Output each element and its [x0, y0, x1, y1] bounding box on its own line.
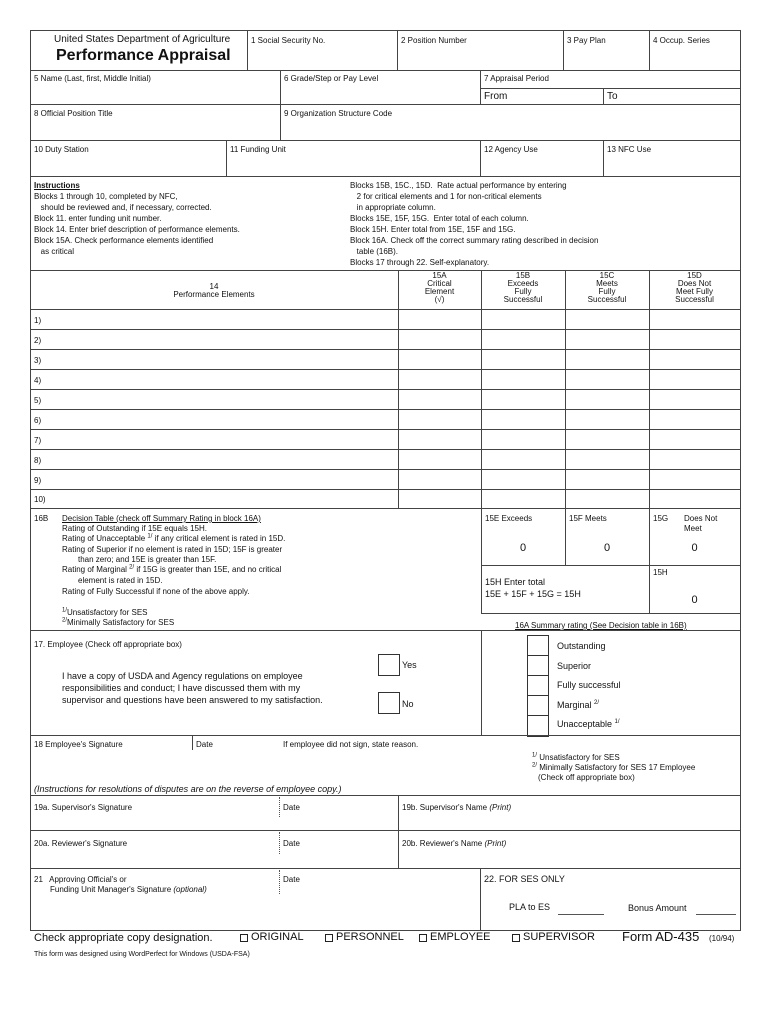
- total-15e-value[interactable]: 0: [519, 542, 527, 554]
- employee-copy-checkbox[interactable]: [419, 934, 427, 942]
- rating-fully-label: Fully successful: [557, 680, 621, 690]
- instr-left-3: Block 11. enter funding unit number.: [34, 214, 162, 223]
- grade-input[interactable]: [284, 86, 476, 102]
- position-number-input[interactable]: [401, 50, 559, 66]
- field-4-label: 4 Occup. Series: [653, 36, 710, 45]
- pla-input[interactable]: [558, 902, 604, 914]
- ses-only-title: 22. FOR SES ONLY: [484, 874, 565, 884]
- field-10-label: 10 Duty Station: [34, 145, 89, 154]
- funding-unit-input[interactable]: [230, 157, 476, 173]
- approving-date-label: Date: [283, 875, 300, 884]
- decision-title: Decision Table (check off Summary Rating in block 16A): [62, 514, 261, 523]
- element-row-8[interactable]: 8): [34, 456, 42, 465]
- personnel-label: PERSONNEL: [336, 931, 404, 943]
- element-row-2[interactable]: 2): [34, 336, 42, 345]
- decision-marginal-2: element is rated in 15D.: [78, 576, 163, 585]
- instr-left-5: Block 15A. Check performance elements identified: [34, 236, 214, 245]
- element-row-5[interactable]: 5): [34, 396, 42, 405]
- name-input[interactable]: [34, 86, 276, 102]
- total-15g-label-3: Meet: [684, 524, 702, 533]
- field-12-label: 12 Agency Use: [484, 145, 538, 154]
- employee-date-label: Date: [196, 740, 213, 749]
- total-15h-label: 15H Enter total: [485, 577, 546, 587]
- ses-footnote-3: (Check off appropriate box): [538, 773, 635, 782]
- supervisor-signature-label: 19a. Supervisor's Signature: [34, 803, 133, 812]
- decision-footnote-1: $^{1/}$Unsatisfactory for SES: [62, 607, 148, 617]
- total-15h-short: 15H: [653, 568, 668, 577]
- field-3-label: 3 Pay Plan: [567, 36, 606, 45]
- pay-plan-input[interactable]: [567, 50, 645, 66]
- instr-right-7: table (16B).: [350, 247, 399, 256]
- field-2-label: 2 Position Number: [401, 36, 467, 45]
- instructions-heading: Instructions: [34, 181, 80, 190]
- instr-left-6: as critical: [34, 247, 75, 256]
- form-number: Form AD-435: [622, 929, 700, 944]
- instr-right-1: Blocks 15B, 15C., 15D. Rate actual performance by entering: [350, 181, 567, 190]
- approving-signature-label-1: 21 Approving Official's or: [34, 875, 127, 884]
- total-15f-value[interactable]: 0: [603, 542, 611, 554]
- employee-copy-label: EMPLOYEE: [430, 931, 491, 943]
- no-checkbox[interactable]: [378, 692, 400, 714]
- decision-label: 16B: [34, 514, 49, 523]
- no-label: No: [402, 699, 414, 709]
- dept-name: United States Department of Agriculture: [54, 34, 231, 45]
- employee-signature-label: 18 Employee's Signature: [34, 740, 123, 749]
- rating-superior-checkbox[interactable]: [527, 655, 549, 677]
- instr-right-6: Block 16A. Check off the correct summary rating described in decision: [350, 236, 599, 245]
- instr-right-8: Blocks 17 through 22. Self-explanatory.: [350, 258, 490, 267]
- reviewer-name-label: 20b. Reviewer's Name (Print): [402, 839, 507, 848]
- bonus-input[interactable]: [696, 902, 736, 914]
- to-label: To: [607, 91, 618, 102]
- rating-marginal-label: Marginal $^{2/}$: [557, 700, 600, 710]
- rating-superior-label: Superior: [557, 661, 592, 671]
- position-title-input[interactable]: [34, 121, 276, 137]
- supervisor-copy-label: SUPERVISOR: [523, 931, 595, 943]
- approving-signature-label-2: Funding Unit Manager's Signature (optional): [50, 885, 207, 894]
- instr-right-4: Blocks 15E, 15F, 15G. Enter total of each column.: [350, 214, 529, 223]
- total-15e-label: 15E Exceeds: [485, 514, 533, 523]
- col-14-title: Performance Elements: [173, 290, 255, 299]
- supervisor-name-label: 19b. Supervisor's Name (Print): [402, 803, 512, 812]
- supervisor-name-input[interactable]: [402, 814, 736, 828]
- element-row-6[interactable]: 6): [34, 416, 42, 425]
- original-checkbox[interactable]: [240, 934, 248, 942]
- instr-right-5: Block 15H. Enter total from 15E, 15F and 15G.: [350, 225, 516, 234]
- element-row-7[interactable]: 7): [34, 436, 42, 445]
- rating-marginal-checkbox[interactable]: [527, 695, 549, 717]
- instr-left-1: Blocks 1 through 10, completed by NFC,: [34, 192, 178, 201]
- total-15g-label-2: Does Not: [684, 514, 718, 523]
- supervisor-date-label: Date: [283, 803, 300, 812]
- agency-use-input[interactable]: [484, 157, 599, 173]
- element-row-1[interactable]: 1): [34, 316, 42, 325]
- col-15d-header: 15D Does Not Meet Fully Successful: [675, 271, 714, 304]
- instr-right-3: in appropriate column.: [350, 203, 436, 212]
- copy-designation-label: Check appropriate copy designation.: [34, 932, 213, 944]
- element-row-10[interactable]: 10): [34, 495, 46, 504]
- employee-statement-1: I have a copy of USDA and Agency regulations on employee: [62, 671, 303, 681]
- duty-station-input[interactable]: [34, 157, 222, 173]
- instr-left-4: Block 14. Enter brief description of performance elements.: [34, 225, 240, 234]
- col-15a-header: 15A Critical Element (√): [424, 271, 455, 304]
- employee-statement-3: supervisor and questions have been answered to my satisfaction.: [62, 695, 323, 705]
- not-sign-reason-input[interactable]: [283, 752, 503, 766]
- period-from-input[interactable]: [512, 90, 600, 103]
- field-6-label: 6 Grade/Step or Pay Level: [284, 74, 379, 83]
- decision-superior-2: than zero; and 15E is greater than 15F.: [78, 555, 217, 564]
- total-15g-label: 15G: [653, 514, 669, 523]
- period-to-input[interactable]: [624, 90, 736, 103]
- disputes-note: (Instructions for resolutions of disputes are on the reverse of employee copy.): [34, 784, 342, 794]
- element-row-4[interactable]: 4): [34, 376, 42, 385]
- field-8-label: 8 Official Position Title: [34, 109, 113, 118]
- rating-outstanding-label: Outstanding: [557, 641, 606, 651]
- form-title: Performance Appraisal: [56, 47, 231, 64]
- field-13-label: 13 NFC Use: [607, 145, 652, 154]
- original-label: ORIGINAL: [251, 931, 304, 943]
- field-11-label: 11 Funding Unit: [230, 145, 286, 154]
- summary-title: 16A Summary rating (See Decision table in 16B): [515, 621, 687, 630]
- decision-footnote-2: $^{2/}$Minimally Satisfactory for SES: [62, 617, 175, 627]
- col-15b-header: 15B Exceeds Fully Successful: [503, 271, 543, 304]
- nfc-use-input[interactable]: [607, 157, 736, 173]
- total-15h-formula: 15E + 15F + 15G = 15H: [485, 589, 581, 599]
- occup-series-input[interactable]: [653, 50, 735, 66]
- total-15g-value[interactable]: 0: [691, 542, 698, 554]
- supervisor-copy-checkbox[interactable]: [512, 934, 520, 942]
- decision-marginal-1: Rating of Marginal $^{2/}$ if 15G is greater than 15E, and no critical: [62, 564, 282, 574]
- reviewer-date-label: Date: [283, 839, 300, 848]
- personnel-checkbox[interactable]: [325, 934, 333, 942]
- employee-title: 17. Employee (Check off appropriate box): [34, 640, 182, 649]
- col-15c-header: 15C Meets Fully Successful: [587, 271, 627, 304]
- col-14-number: 14: [209, 282, 219, 291]
- decision-outstanding: Rating of Outstanding if 15E equals 15H.: [62, 524, 207, 533]
- decision-unacceptable: Rating of Unacceptable $^{1/}$ if any critical element is rated in 15D.: [62, 533, 286, 543]
- form-date: (10/94): [709, 934, 735, 943]
- instr-left-2: should be reviewed and, if necessary, corrected.: [34, 203, 212, 212]
- instr-right-2: 2 for critical elements and 1 for non-critical elements: [350, 192, 542, 201]
- org-code-input[interactable]: [284, 121, 736, 137]
- rating-unacceptable-label: Unacceptable $^{1/}$: [557, 719, 620, 729]
- rating-outstanding-checkbox[interactable]: [527, 635, 549, 657]
- total-15h-value[interactable]: 0: [691, 594, 698, 606]
- field-5-label: 5 Name (Last, first, Middle Initial): [34, 74, 151, 83]
- ssn-input[interactable]: [251, 50, 391, 66]
- decision-superior-1: Rating of Superior if no element is rated in 15D; 15F is greater: [62, 545, 283, 554]
- employee-statement-2: responsibilities and conduct; I have discussed them with my: [62, 683, 301, 693]
- ses-footnote-1: $^{1/}$ Unsatisfactory for SES: [532, 752, 620, 762]
- bonus-label: Bonus Amount: [628, 903, 687, 913]
- yes-checkbox[interactable]: [378, 654, 400, 676]
- reviewer-signature-label: 20a. Reviewer's Signature: [34, 839, 128, 848]
- field-1-label: 1 Social Security No.: [251, 36, 326, 45]
- ses-footnote-2: $^{2/}$ Minimally Satisfactory for SES 17 Employee: [532, 762, 696, 772]
- field-9-label: 9 Organization Structure Code: [284, 109, 393, 118]
- decision-fully: Rating of Fully Successful if none of the above apply.: [62, 587, 250, 596]
- rating-fully-checkbox[interactable]: [527, 675, 549, 697]
- designed-note: This form was designed using WordPerfect for Windows (USDA-FSA): [34, 951, 250, 958]
- from-label: From: [484, 91, 508, 102]
- pla-label: PLA to ES: [509, 902, 551, 912]
- element-row-9[interactable]: 9): [34, 476, 42, 485]
- field-7-label: 7 Appraisal Period: [484, 74, 549, 83]
- reviewer-name-input[interactable]: [402, 851, 736, 865]
- total-15f-label: 15F Meets: [569, 514, 607, 523]
- element-row-3[interactable]: 3): [34, 356, 42, 365]
- not-sign-reason-label: If employee did not sign, state reason.: [283, 740, 419, 749]
- yes-label: Yes: [402, 660, 417, 670]
- rating-unacceptable-checkbox[interactable]: [527, 715, 549, 737]
